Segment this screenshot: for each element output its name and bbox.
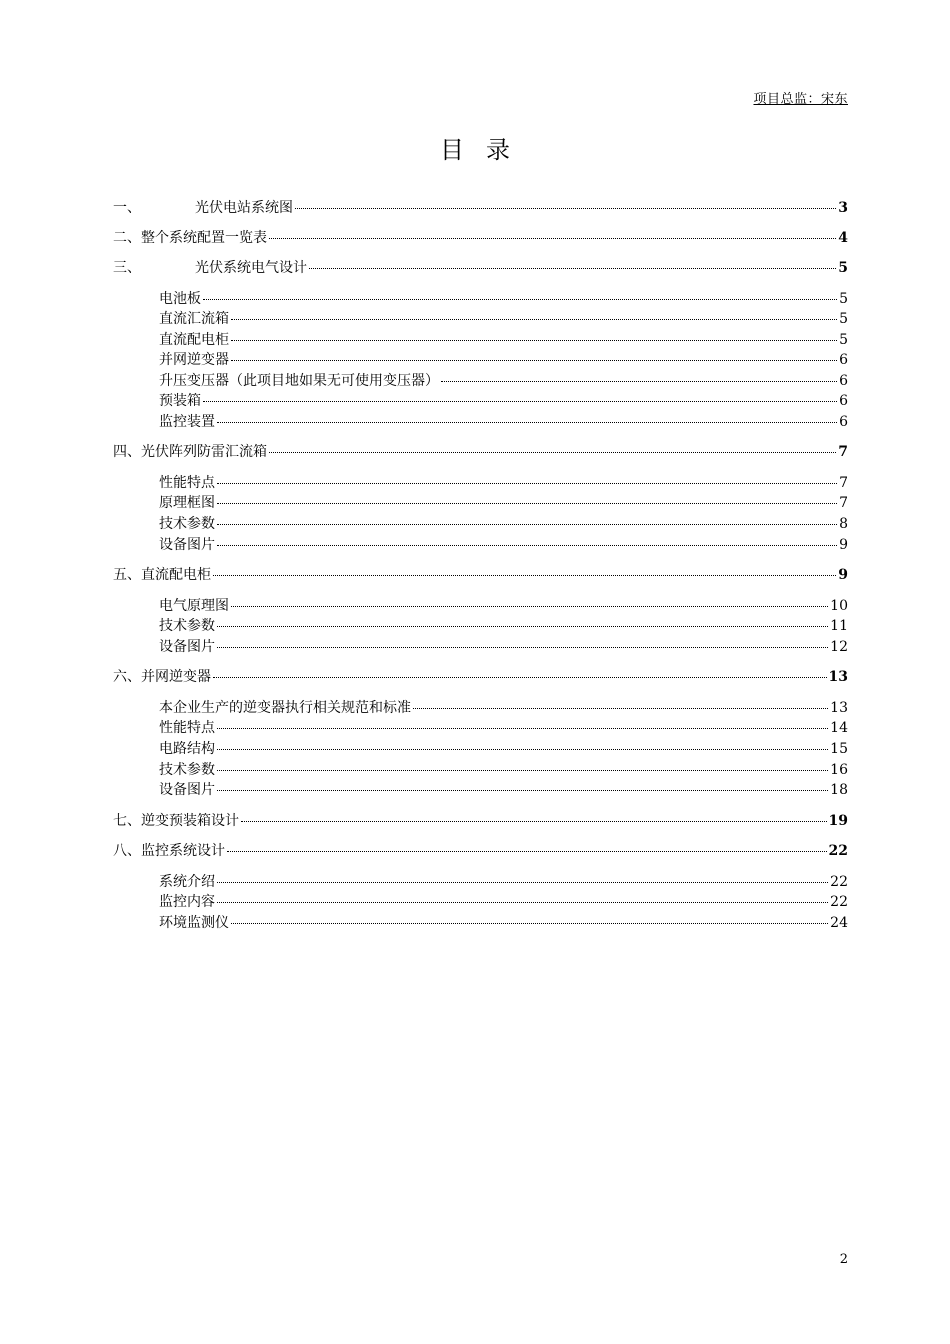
toc-entry-prefix: 八、 <box>113 843 141 859</box>
toc-subsection-entry[interactable] <box>159 288 848 308</box>
toc-entry-label: 本企业生产的逆变器执行相关规范和标准 <box>159 700 411 716</box>
toc-entry-label: 光伏电站系统图 <box>195 200 293 216</box>
toc-entry-page: 3 <box>838 200 848 216</box>
toc-entry-label: 设备图片 <box>159 537 215 553</box>
toc-dot-leader <box>217 902 828 903</box>
toc-entry-label: 技术参数 <box>159 516 215 532</box>
toc-entry-label: 系统介绍 <box>159 874 215 890</box>
toc-dot-leader <box>241 821 827 822</box>
toc-dot-leader <box>269 238 836 239</box>
toc-dot-leader <box>217 626 828 627</box>
toc-entry-label: 技术参数 <box>159 618 215 634</box>
toc-section-entry[interactable] <box>113 810 848 830</box>
toc-entry-page: 11 <box>830 618 848 634</box>
toc-dot-leader <box>227 851 827 852</box>
toc-subsection-entry[interactable] <box>159 349 848 369</box>
toc-entry-page: 7 <box>839 495 848 511</box>
toc-entry-label: 电气原理图 <box>159 598 229 614</box>
toc-dot-leader <box>213 575 836 576</box>
toc-entry-page: 7 <box>839 475 848 491</box>
toc-entry-page: 22 <box>830 874 848 890</box>
toc-dot-leader <box>269 452 836 453</box>
toc-subsection-entry[interactable] <box>159 492 848 512</box>
toc-entry-prefix: 五、 <box>113 567 141 583</box>
toc-entry-page: 5 <box>838 260 848 276</box>
toc-entry-prefix: 一、 <box>113 200 141 216</box>
toc-section-entry[interactable] <box>113 197 848 217</box>
toc-entry-page: 5 <box>839 332 848 348</box>
toc-dot-leader <box>217 749 828 750</box>
toc-entry-label: 监控内容 <box>159 894 215 910</box>
toc-subsection-entry[interactable] <box>159 912 848 932</box>
toc-dot-leader <box>413 708 828 709</box>
toc-dot-leader <box>231 360 837 361</box>
toc-dot-leader <box>203 401 837 402</box>
toc-entry-page: 22 <box>828 843 848 859</box>
toc-entry-label: 监控装置 <box>159 414 215 430</box>
toc-entry-page: 22 <box>830 894 848 910</box>
toc-subsection-entry[interactable] <box>159 390 848 410</box>
toc-entry-page: 13 <box>828 669 848 685</box>
toc-dot-leader <box>441 381 837 382</box>
toc-subsection-entry[interactable] <box>159 615 848 635</box>
toc-dot-leader <box>231 923 828 924</box>
toc-subsection-entry[interactable] <box>159 891 848 911</box>
toc-subsection-entry[interactable] <box>159 595 848 615</box>
toc-entry-label: 设备图片 <box>159 782 215 798</box>
toc-entry-label: 直流汇流箱 <box>159 311 229 327</box>
toc-dot-leader <box>217 647 828 648</box>
toc-entry-page: 6 <box>839 393 848 409</box>
toc-dot-leader <box>217 728 828 729</box>
toc-entry-label: 逆变预装箱设计 <box>141 813 239 829</box>
toc-entry-prefix: 三、 <box>113 260 141 276</box>
toc-dot-leader <box>217 503 837 504</box>
toc-entry-label: 直流配电柜 <box>159 332 229 348</box>
toc-entry-label: 环境监测仪 <box>159 915 229 931</box>
toc-section-entry[interactable] <box>113 257 848 277</box>
toc-entry-page: 6 <box>839 414 848 430</box>
toc-section-entry[interactable] <box>113 666 848 686</box>
toc-entry-page: 8 <box>839 516 848 532</box>
toc-entry-label: 性能特点 <box>159 720 215 736</box>
toc-section-entry[interactable] <box>113 564 848 584</box>
toc-entry-label: 光伏阵列防雷汇流箱 <box>141 444 267 460</box>
toc-subsection-entry[interactable] <box>159 370 848 390</box>
toc-subsection-entry[interactable] <box>159 697 848 717</box>
toc-dot-leader <box>217 770 828 771</box>
toc-dot-leader <box>295 208 836 209</box>
toc-dot-leader <box>231 340 837 341</box>
toc-entry-label: 并网逆变器 <box>141 669 211 685</box>
toc-dot-leader <box>213 677 827 678</box>
toc-subsection-entry[interactable] <box>159 534 848 554</box>
toc-entry-label: 光伏系统电气设计 <box>195 260 307 276</box>
toc-entry-page: 6 <box>839 373 848 389</box>
toc-entry-page: 5 <box>839 311 848 327</box>
toc-dot-leader <box>217 524 837 525</box>
toc-subsection-entry[interactable] <box>159 513 848 533</box>
toc-section-entry[interactable] <box>113 441 848 461</box>
toc-entry-label: 升压变压器（此项目地如果无可使用变压器） <box>159 373 439 389</box>
toc-subsection-entry[interactable] <box>159 308 848 328</box>
toc-dot-leader <box>231 606 828 607</box>
toc-subsection-entry[interactable] <box>159 636 848 656</box>
toc-entry-page: 4 <box>838 230 848 246</box>
toc-dot-leader <box>203 299 837 300</box>
toc-entry-page: 7 <box>838 444 848 460</box>
project-supervisor-header: 项目总监：宋东 <box>753 92 848 107</box>
toc-subsection-entry[interactable] <box>159 411 848 431</box>
toc-entry-prefix: 二、 <box>113 230 141 246</box>
toc-dot-leader <box>231 319 837 320</box>
toc-entry-page: 15 <box>830 741 848 757</box>
toc-subsection-entry[interactable] <box>159 738 848 758</box>
toc-entry-prefix: 七、 <box>113 813 141 829</box>
toc-subsection-entry[interactable] <box>159 472 848 492</box>
toc-subsection-entry[interactable] <box>159 717 848 737</box>
toc-entry-prefix: 六、 <box>113 669 141 685</box>
toc-entry-page: 9 <box>839 537 848 553</box>
toc-entry-page: 6 <box>839 352 848 368</box>
toc-dot-leader <box>217 790 828 791</box>
toc-section-entry[interactable] <box>113 227 848 247</box>
toc-entry-page: 9 <box>838 567 848 583</box>
page-number: 2 <box>839 1252 848 1267</box>
toc-subsection-entry[interactable] <box>159 871 848 891</box>
toc-entry-label: 预装箱 <box>159 393 201 409</box>
toc-entry-label: 并网逆变器 <box>159 352 229 368</box>
toc-entry-page: 13 <box>830 700 848 716</box>
toc-entry-label: 原理框图 <box>159 495 215 511</box>
toc-dot-leader <box>309 268 836 269</box>
toc-dot-leader <box>217 483 837 484</box>
toc-subsection-entry[interactable] <box>159 759 848 779</box>
toc-entry-page: 5 <box>839 291 848 307</box>
toc-dot-leader <box>217 545 837 546</box>
toc-entry-label: 直流配电柜 <box>141 567 211 583</box>
toc-entry-page: 10 <box>830 598 848 614</box>
toc-entry-label: 监控系统设计 <box>141 843 225 859</box>
toc-entry-label: 技术参数 <box>159 762 215 778</box>
toc-entry-label: 电路结构 <box>159 741 215 757</box>
toc-entry-page: 24 <box>830 915 848 931</box>
toc-dot-leader <box>217 422 837 423</box>
toc-entry-page: 16 <box>830 762 848 778</box>
toc-entry-label: 整个系统配置一览表 <box>141 230 267 246</box>
toc-subsection-entry[interactable] <box>159 779 848 799</box>
toc-entry-label: 设备图片 <box>159 639 215 655</box>
toc-entry-label: 性能特点 <box>159 475 215 491</box>
toc-dot-leader <box>217 882 828 883</box>
toc-subsection-entry[interactable] <box>159 329 848 349</box>
toc-title: 目录 <box>440 136 532 164</box>
toc-entry-label: 电池板 <box>159 291 201 307</box>
toc-entry-page: 12 <box>830 639 848 655</box>
toc-entry-page: 14 <box>830 720 848 736</box>
toc-entry-page: 18 <box>830 782 848 798</box>
toc-section-entry[interactable] <box>113 840 848 860</box>
toc-entry-prefix: 四、 <box>113 444 141 460</box>
toc-entry-page: 19 <box>828 813 848 829</box>
